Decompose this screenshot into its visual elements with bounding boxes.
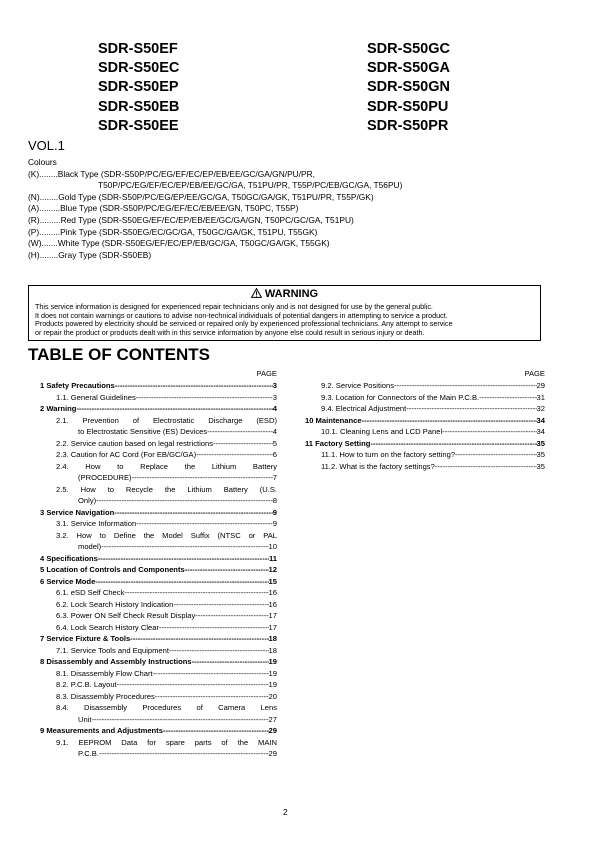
toc-entry-title: Unit [78,714,92,724]
toc-leader-dots [124,587,268,599]
toc-column-right [305,368,545,472]
model-number: SDR-S50GC [367,41,450,57]
colour-entry: (R).........Red Type (SDR-S50EG/EF/EC/EP/EB/EE/GC/GA/GN, T50PC/GC/GA, T51PU) [28,214,354,225]
toc-leader-dots [213,438,273,450]
warning-title [35,288,534,301]
toc-subsection-multiline[interactable] [40,530,277,553]
toc-leader-dots [207,426,273,438]
model-list-left [98,40,179,136]
toc-section[interactable] [40,403,277,415]
toc-entry-title: 11.1. How to turn on the factory setting? [321,450,456,459]
toc-leader-dots [98,553,269,565]
toc-entry-page: 29 [268,749,277,758]
toc-entry-page: 18 [268,634,277,643]
toc-list-left [40,380,277,760]
colours-label: Colours [28,157,57,167]
toc-entry-title: 11.2. What is the factory settings? [321,461,435,471]
toc-leader-dots [96,495,273,507]
toc-entry-title: 8 Disassembly and Assembly Instructions [40,657,192,666]
toc-title: TABLE OF CONTENTS [28,345,210,364]
colour-entry: (W).......White Type (SDR-S50EG/EF/EC/EP/EB/GC/GA, T50GC/GA/GK, T55GK) [28,238,330,249]
toc-subsection[interactable] [40,691,277,703]
toc-leader-dots [153,668,269,680]
toc-entry-page: 34 [536,427,545,436]
toc-leader-dots [195,610,268,622]
toc-leader-dots [192,656,269,668]
toc-entry-page: 35 [536,450,545,459]
toc-entry-title: 8.3. Disassembly Procedures [56,691,155,701]
toc-subsection [56,541,277,553]
toc-entry-title: 6 Service Mode [40,576,96,586]
toc-entry-page: 7 [272,473,277,482]
toc-section[interactable] [305,415,545,427]
colour-entry: (N)........Gold Type (SDR-S50P/PC/EG/EP/EE/GC/GA, T50GC/GA/GK, T51PU/PR, T55P/GK) [28,191,374,202]
toc-entry-title-line1: 2.5. How to Recycle the Lithium Battery (U.S. [56,484,277,494]
toc-entry-title-line1: 8.4. Disassembly Procedures of Camera Lens [56,703,277,712]
warning-line: or repair the product or products dealt with in this service information by anyone else could result in serious injury or death. [35,328,425,338]
toc-entry-page: 17 [268,611,277,620]
toc-subsection[interactable] [40,679,277,691]
toc-leader-dots [101,541,268,553]
warning-box [28,285,541,341]
toc-entry-page: 11 [268,553,277,563]
toc-entry-title: 3.1. Service Information [56,519,137,528]
colour-entry: (A).........Blue Type (SDR-S50P/PC/EG/EF/EC/EB/EE/GN, T50PC, T55P) [28,203,299,214]
colours-section [28,157,402,261]
toc-leader-dots [370,438,536,450]
toc-leader-dots [435,461,537,473]
toc-entry-page: 29 [536,381,545,390]
toc-leader-dots [115,380,273,392]
model-number: SDR-S50GN [367,79,450,96]
toc-entry-title: 6.4. Lock Search History Clear [56,622,159,632]
warning-line: It does not contain warnings or cautions to advise non-technical individuals of potential dangers in attempting to service a product. [35,310,448,320]
toc-entry-page: 5 [272,438,277,448]
toc-entry-title: Only) [78,496,97,505]
warning-text [35,303,534,338]
toc-subsection-multiline[interactable] [40,702,277,725]
toc-entry-page: 31 [536,392,545,402]
toc-section[interactable] [40,576,277,588]
toc-leader-dots [455,449,536,461]
model-number: SDR-S50PU [367,98,449,115]
toc-leader-dots [406,403,536,415]
toc-entry-title: 4 Specifications [40,553,98,563]
toc-subsection[interactable] [40,449,277,461]
toc-leader-dots [173,599,268,611]
toc-entry-page: 3 [272,381,277,390]
toc-leader-dots [132,472,273,484]
toc-leader-dots [155,691,269,703]
warning-triangle-icon [251,288,262,298]
toc-entry-title: model) [78,542,102,551]
toc-leader-dots [136,392,273,404]
toc-subsection[interactable] [40,587,277,599]
toc-section[interactable] [40,656,277,668]
toc-entry-page: 19 [268,680,277,689]
toc-entry-title-line1: 2.1. Prevention of Electrostatic Discharge (ESD) [56,415,277,425]
toc-subsection [56,472,277,484]
toc-subsection[interactable] [40,610,277,622]
toc-entry-title: 8.1. Disassembly Flow Chart [56,668,153,678]
toc-leader-dots [442,426,536,438]
model-number: SDR-S50EE [98,117,179,134]
toc-column-left [40,368,277,760]
toc-entry-title: 6.2. Lock Search History Indication [56,599,174,609]
toc-leader-dots [479,392,536,404]
toc-entry-page: 4 [272,404,277,413]
toc-entry-title: 10.1. Cleaning Lens and LCD Panel [321,427,443,436]
toc-subsection[interactable] [40,438,277,450]
toc-subsection[interactable] [305,449,545,461]
toc-entry-page: 35 [536,461,545,471]
toc-entry-title: 3 Service Navigation [40,507,115,517]
toc-leader-dots [136,518,273,530]
toc-subsection[interactable] [40,518,277,530]
toc-entry-page: 15 [268,576,277,586]
toc-entry-page: 19 [268,668,277,678]
toc-entry-page: 9 [272,507,277,517]
toc-entry-title: (PROCEDURE) [78,473,132,482]
colour-entry: (K)........Black Type (SDR-S50P/PC/EG/EF/EC/EP/EB/EE/GC/GA/GN/PU/PR, [28,168,315,179]
toc-entry-title: 2.3. Caution for AC Cord (For EB/GC/GA) [56,450,197,459]
toc-section[interactable] [40,507,277,519]
toc-entry-page: 19 [268,657,277,666]
toc-entry-title: 9 Measurements and Adjustments [40,726,163,735]
toc-subsection-multiline[interactable] [40,484,277,507]
model-number: SDR-S50GA [367,60,450,77]
toc-entry-page: 16 [268,588,277,597]
toc-entry-title: 6.3. Power ON Self Check Result Display [56,611,196,620]
toc-entry-title: 5 Location of Controls and Components [40,565,185,574]
colours-list [28,169,402,262]
warning-line: Products powered by electricity should be serviced or repaired only by experienced professional technicians. Any attempt to service [35,319,453,329]
model-number: SDR-S50EP [98,79,179,96]
toc-leader-dots [92,714,269,726]
toc-entry-title: 9.2. Service Positions [321,381,395,390]
toc-leader-dots [185,564,269,576]
toc-section[interactable] [305,438,545,450]
toc-leader-dots [114,507,272,519]
colour-entry: (P).........Pink Type (SDR-S50EG/EC/GC/GA, T50GC/GA/GK, T51PU, T55GK) [28,226,318,237]
toc-entry-title: to Electrostatic Sensitive (ES) Devices [78,427,208,436]
toc-entry-page: 29 [268,726,277,735]
toc-entry-title-line1: 3.2. How to Define the Model Suffix (NTSC or PAL [56,530,277,540]
toc-entry-title: 1.1. General Guidelines [56,392,136,402]
toc-leader-dots [76,403,272,415]
toc-entry-page: 9 [272,519,277,528]
page-header-right: PAGE [524,369,545,378]
toc-entry-page: 32 [536,404,545,413]
toc-entry-title: 9.3. Location for Connectors of the Main P.C.B. [321,392,480,402]
toc-section[interactable] [40,725,277,737]
toc-section[interactable] [40,380,277,392]
toc-entry-page: 4 [272,427,277,436]
model-number: SDR-S50EB [98,98,180,115]
toc-entry-title: 10 Maintenance [305,415,362,425]
toc-entry-title-line1: 2.4. How to Replace the Lithium Battery [56,461,277,471]
toc-subsection[interactable] [305,392,545,404]
toc-subsection[interactable] [40,392,277,404]
toc-section[interactable] [40,633,277,645]
toc-leader-dots [130,633,268,645]
model-number: SDR-S50EF [98,41,178,57]
toc-subsection-multiline[interactable] [40,415,277,438]
toc-entry-page: 20 [268,691,277,701]
warning-title-text: WARNING [264,288,319,300]
page-header-left: PAGE [256,369,277,378]
toc-subsection[interactable] [40,645,277,657]
toc-subsection [56,714,277,726]
toc-subsection [56,426,277,438]
toc-leader-dots [99,748,269,760]
toc-subsection[interactable] [305,426,545,438]
toc-entry-title: 9.4. Electrical Adjustment [321,404,407,413]
toc-leader-dots [196,449,273,461]
toc-leader-dots [117,679,269,691]
toc-entry-page: 8 [272,496,277,505]
model-number: SDR-S50PR [367,117,449,134]
toc-subsection-multiline[interactable] [40,737,277,760]
toc-entry-page: 12 [268,565,277,574]
toc-entry-title: 7 Service Fixture & Tools [40,634,131,643]
toc-entry-title: 8.2. P.C.B. Layout [56,680,117,689]
warning-line: This service information is designed for experienced repair technicians only and is not designed for use by the general public. [35,302,433,311]
model-list-right [367,40,450,136]
toc-entry-title-line1: 9.1. EEPROM Data for spare parts of the MAIN [56,737,277,747]
toc-subsection[interactable] [305,380,545,392]
toc-subsection[interactable] [305,403,545,415]
toc-section[interactable] [40,564,277,576]
toc-subsection[interactable] [305,461,545,473]
toc-entry-title: 7.1. Service Tools and Equipment [56,645,169,655]
toc-subsection [56,495,277,507]
toc-entry-title: 1 Safety Precautions [40,381,115,390]
toc-leader-dots [362,415,537,427]
toc-leader-dots [169,645,269,657]
toc-leader-dots [394,380,537,392]
toc-entry-title: 11 Factory Setting [305,438,371,448]
toc-entry-page: 35 [536,438,545,448]
toc-entry-page: 16 [268,599,277,609]
toc-entry-title: 6.1. eSD Self Check [56,588,125,597]
toc-subsection[interactable] [40,668,277,680]
toc-entry-page: 18 [268,645,277,655]
toc-entry-page: 34 [536,415,545,425]
toc-subsection [56,748,277,760]
toc-leader-dots [159,622,269,634]
toc-list-right [305,380,545,472]
toc-entry-page: 10 [268,542,277,551]
page-number: 2 [283,807,288,817]
toc-leader-dots [95,576,268,588]
toc-section[interactable] [40,553,277,565]
toc-entry-page: 6 [272,450,277,459]
toc-entry-title: 2 Warning [40,404,77,413]
toc-entry-title: 2.2. Service caution based on legal restrictions [56,438,214,448]
toc-leader-dots [163,725,269,737]
toc-entry-page: 17 [268,622,277,632]
toc-entry-page: 27 [268,714,277,724]
toc-entry-page: 3 [272,392,277,402]
volume-label: VOL.1 [28,138,65,153]
toc-subsection[interactable] [40,599,277,611]
toc-subsection[interactable] [40,622,277,634]
colour-entry-continued: T50P/PC/EG/EF/EC/EP/EB/EE/GC/GA, T51PU/PR, T55P/PC/EB/GC/GA, T56PU) [98,180,403,191]
colour-entry: (H)........Gray Type (SDR-S50EB) [28,249,152,260]
model-number: SDR-S50EC [98,60,180,77]
toc-entry-title: P.C.B. [78,749,99,758]
toc-subsection-multiline[interactable] [40,461,277,484]
